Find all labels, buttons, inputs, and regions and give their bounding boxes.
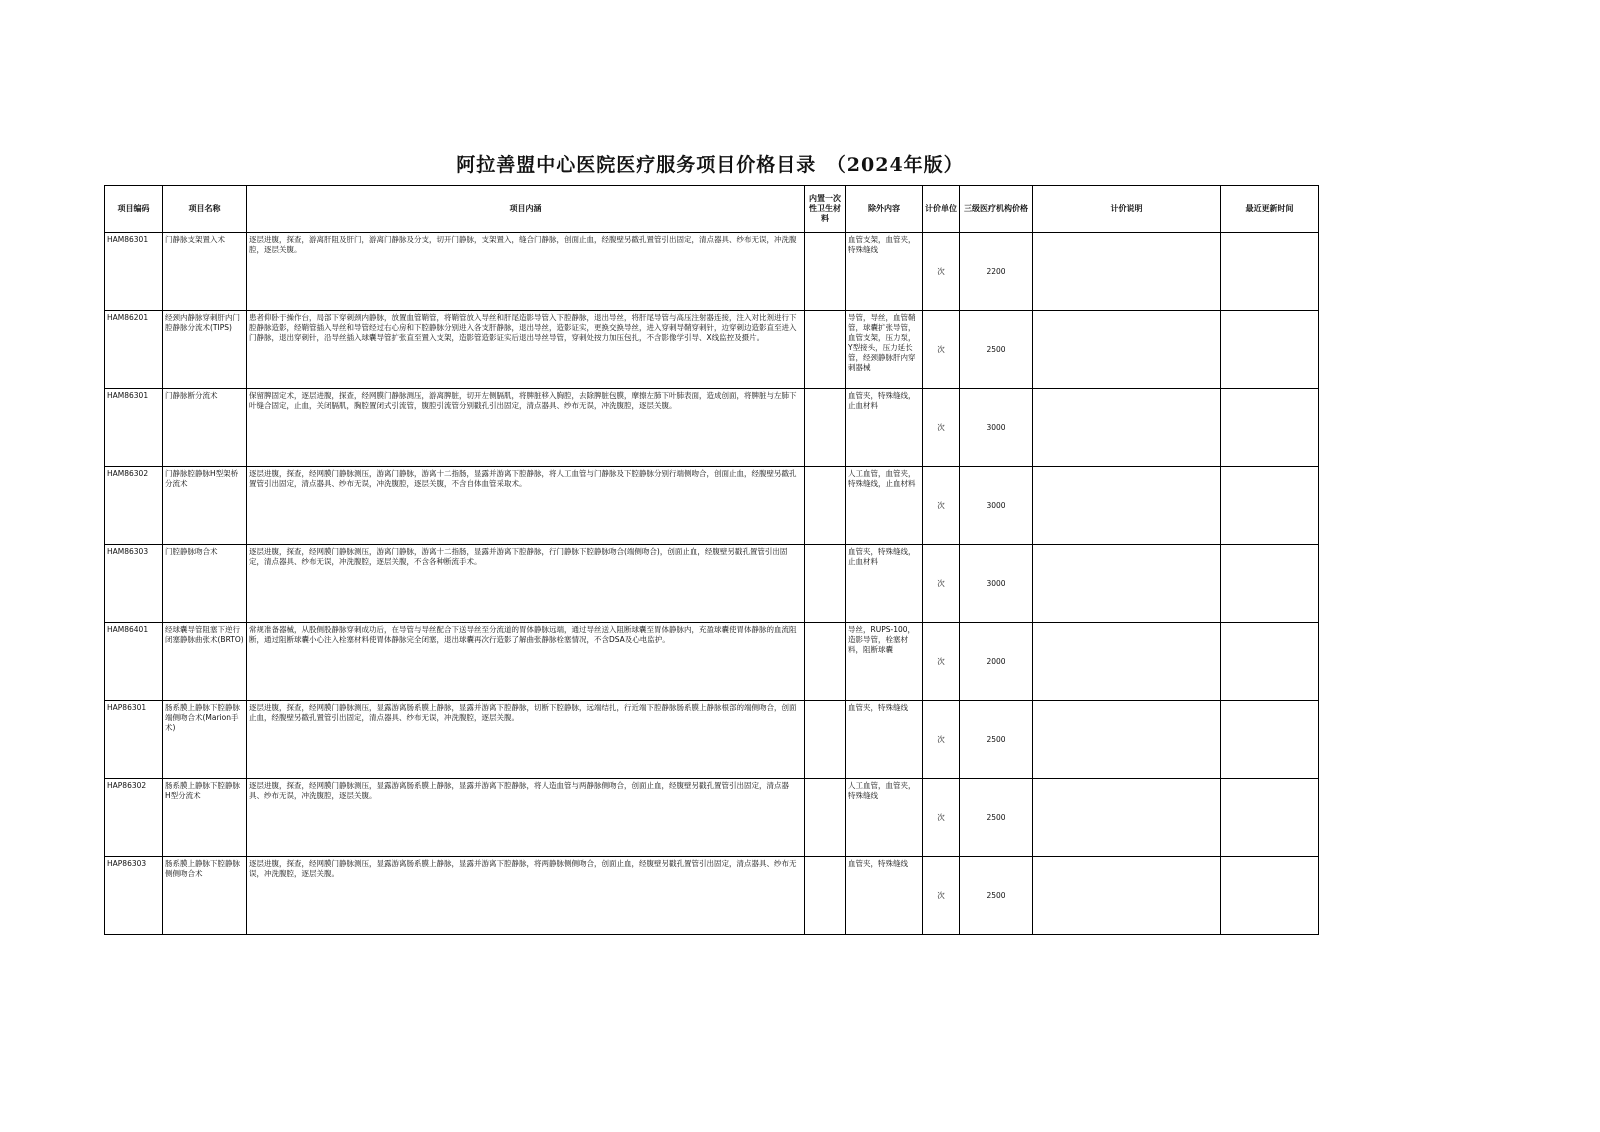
cell-content: 逐层进腹，探查，经网膜门静脉测压，游离门静脉，游离十二指肠，显露并游离下腔静脉，将人工血管与门静脉及下腔静脉分别行端侧吻合，创面止血，经腹壁另戳孔置管引出固定，清点器具、纱布无误，冲洗腹腔，逐层关腹，不含自体血管采取术。 [247, 467, 805, 545]
table-row [105, 701, 1319, 779]
cell-price: 2000 [960, 623, 1033, 701]
cell-unit: 次 [923, 779, 960, 857]
cell-code: HAM86301 [105, 233, 163, 311]
cell-unit: 次 [923, 545, 960, 623]
cell-price: 2500 [960, 779, 1033, 857]
cell-unit: 次 [923, 623, 960, 701]
column-header-updated: 最近更新时间 [1221, 186, 1319, 233]
column-header-name: 项目名称 [163, 186, 247, 233]
table-row [105, 779, 1319, 857]
cell-name: 门腔静脉吻合术 [163, 545, 247, 623]
cell-note [1033, 389, 1221, 467]
cell-material [805, 233, 846, 311]
table-row [105, 545, 1319, 623]
cell-content: 逐层进腹，探查，经网膜门静脉测压，显露游离肠系膜上静脉，显露并游离下腔静脉，将人造血管与两静脉侧吻合，创面止血，经腹壁另戳孔置管引出固定，清点器具、纱布无误，冲洗腹腔，逐层关腹。 [247, 779, 805, 857]
cell-content: 逐层进腹，探查，游离肝阻及肝门，游离门静脉及分支，切开门静脉，支架置入，缝合门静脉，创面止血，经腹壁另戳孔置管引出固定，清点器具、纱布无误，冲洗腹腔，逐层关腹。 [247, 233, 805, 311]
cell-note [1033, 701, 1221, 779]
cell-code: HAM86201 [105, 311, 163, 389]
cell-unit: 次 [923, 311, 960, 389]
column-header-material: 内置一次性卫生材料 [805, 186, 846, 233]
cell-price: 2500 [960, 311, 1033, 389]
price-table [104, 185, 1319, 935]
cell-material [805, 389, 846, 467]
cell-price: 2500 [960, 701, 1033, 779]
cell-content: 逐层进腹，探查，经网膜门静脉测压，游离门静脉，游离十二指肠，显露并游离下腔静脉，行门静脉下腔静脉吻合(端侧吻合)，创面止血，经腹壁另戳孔置管引出固定，清点器具、纱布无误，冲洗腹腔，逐层关腹，不含各种断流手术。 [247, 545, 805, 623]
cell-excluded: 血管夹，特殊缝线，止血材料 [846, 545, 923, 623]
table-row [105, 857, 1319, 935]
cell-name: 肠系膜上静脉下腔静脉侧侧吻合术 [163, 857, 247, 935]
cell-note [1033, 857, 1221, 935]
cell-code: HAM86302 [105, 467, 163, 545]
cell-excluded: 人工血管，血管夹，特殊缝线，止血材料 [846, 467, 923, 545]
cell-unit: 次 [923, 467, 960, 545]
cell-unit: 次 [923, 857, 960, 935]
column-header-code: 项目编码 [105, 186, 163, 233]
cell-excluded: 人工血管，血管夹，特殊缝线 [846, 779, 923, 857]
cell-name: 经球囊导管阻塞下逆行闭塞静脉曲张术(BRTO) [163, 623, 247, 701]
table-header-row [105, 186, 1319, 233]
cell-unit: 次 [923, 701, 960, 779]
cell-excluded: 血管夹，特殊缝线，止血材料 [846, 389, 923, 467]
cell-name: 肠系膜上静脉下腔静脉H型分流术 [163, 779, 247, 857]
cell-updated [1221, 701, 1319, 779]
column-header-excluded: 除外内容 [846, 186, 923, 233]
column-header-unit: 计价单位 [923, 186, 960, 233]
column-header-price: 三级医疗机构价格 [960, 186, 1033, 233]
cell-note [1033, 623, 1221, 701]
cell-content: 常规准备器械，从股侧股静脉穿刺成功后，在导管与导丝配合下送导丝至分流道的胃体静脉远端，通过导丝送入阻断球囊至胃体静脉内，充盈球囊使胃体静脉的血流阻断，通过阻断球囊小心注入栓塞材料使胃体静脉完全闭塞，退出球囊再次行造影了解曲张静脉栓塞情况，不含DSA及心电监护。 [247, 623, 805, 701]
cell-name: 经颈内静脉穿刺肝内门腔静脉分流术(TIPS) [163, 311, 247, 389]
table-row [105, 233, 1319, 311]
cell-excluded: 血管夹，特殊缝线 [846, 857, 923, 935]
cell-note [1033, 311, 1221, 389]
cell-content: 患者仰卧于操作台，局部下穿刺颈内静脉，放置血管鞘管，将鞘管放入导丝和肝尾造影导管入下腔静脉，退出导丝，将肝尾导管与高压注射器连接，注入对比剂进行下腔静脉造影，经鞘管插入导丝和导管经过右心房和下腔静脉分别进入各支肝静脉，退出导丝，造影证实，更换交换导丝，进入穿刺导鞘穿刺针，边穿刺边造影直至进入门静脉，退出穿刺针，沿导丝插入球囊导管扩张直至置入支架，造影管造影证实后退出导丝导管，穿刺处按力加压包扎，不含影像学引导、X线监控及摄片。 [247, 311, 805, 389]
cell-unit: 次 [923, 233, 960, 311]
table-row [105, 311, 1319, 389]
cell-name: 门静脉支架置入术 [163, 233, 247, 311]
cell-material [805, 311, 846, 389]
cell-updated [1221, 779, 1319, 857]
table-row [105, 623, 1319, 701]
cell-content: 逐层进腹，探查，经网膜门静脉测压，显露游离肠系膜上静脉，显露并游离下腔静脉，切断下腔静脉，远端结扎，行近端下腔静脉肠系膜上静脉根部的端侧吻合，创面止血，经腹壁另戳孔置管引出固定，清点器具、纱布无误，冲洗腹腔，逐层关腹。 [247, 701, 805, 779]
cell-price: 3000 [960, 467, 1033, 545]
cell-code: HAP86303 [105, 857, 163, 935]
cell-name: 门静脉断分流术 [163, 389, 247, 467]
cell-price: 2500 [960, 857, 1033, 935]
cell-updated [1221, 545, 1319, 623]
cell-code: HAM86301 [105, 389, 163, 467]
cell-updated [1221, 467, 1319, 545]
cell-updated [1221, 857, 1319, 935]
cell-note [1033, 779, 1221, 857]
table-row [105, 389, 1319, 467]
cell-price: 3000 [960, 389, 1033, 467]
column-header-content: 项目内涵 [247, 186, 805, 233]
cell-price: 2200 [960, 233, 1033, 311]
cell-excluded: 血管支架，血管夹，特殊缝线 [846, 233, 923, 311]
cell-code: HAM86303 [105, 545, 163, 623]
document-title: 阿拉善盟中心医院医疗服务项目价格目录 （2024年版） [456, 154, 964, 176]
cell-material [805, 467, 846, 545]
cell-note [1033, 467, 1221, 545]
cell-updated [1221, 389, 1319, 467]
cell-name: 门静脉腔静脉H型架桥分流术 [163, 467, 247, 545]
cell-content: 逐层进腹，探查，经网膜门静脉测压，显露游离肠系膜上静脉，显露并游离下腔静脉，将两静脉侧侧吻合，创面止血，经腹壁另戳孔置管引出固定，清点器具、纱布无误，冲洗腹腔，逐层关腹。 [247, 857, 805, 935]
cell-excluded: 导管，导丝，血管鞘管，球囊扩张导管，血管支架，压力泵，Y型接头，压力延长管，经颈静脉肝内穿刺器械 [846, 311, 923, 389]
table-row [105, 467, 1319, 545]
cell-material [805, 857, 846, 935]
cell-excluded: 导丝，RUPS-100，造影导管，栓塞材料，阻断球囊 [846, 623, 923, 701]
cell-note [1033, 545, 1221, 623]
cell-material [805, 623, 846, 701]
cell-note [1033, 233, 1221, 311]
cell-code: HAP86302 [105, 779, 163, 857]
cell-price: 3000 [960, 545, 1033, 623]
column-header-note: 计价说明 [1033, 186, 1221, 233]
cell-code: HAP86301 [105, 701, 163, 779]
cell-updated [1221, 233, 1319, 311]
cell-updated [1221, 311, 1319, 389]
cell-content: 保留脾固定术，逐层进腹，探查，经网膜门静脉测压，游离脾脏，切开左侧膈肌，将脾脏移入胸腔，去除脾脏包膜，摩擦左肺下叶肺表面，造成创面，将脾脏与左肺下叶缝合固定，止血，关闭膈肌，胸腔置闭式引流管，腹腔引流管分别戳孔引出固定，清点器具、纱布无误，冲洗腹腔，逐层关腹。 [247, 389, 805, 467]
cell-material [805, 545, 846, 623]
cell-material [805, 779, 846, 857]
cell-material [805, 701, 846, 779]
cell-excluded: 血管夹，特殊缝线 [846, 701, 923, 779]
cell-name: 肠系膜上静脉下腔静脉端侧吻合术(Marion手术) [163, 701, 247, 779]
cell-updated [1221, 623, 1319, 701]
cell-code: HAM86401 [105, 623, 163, 701]
cell-unit: 次 [923, 389, 960, 467]
